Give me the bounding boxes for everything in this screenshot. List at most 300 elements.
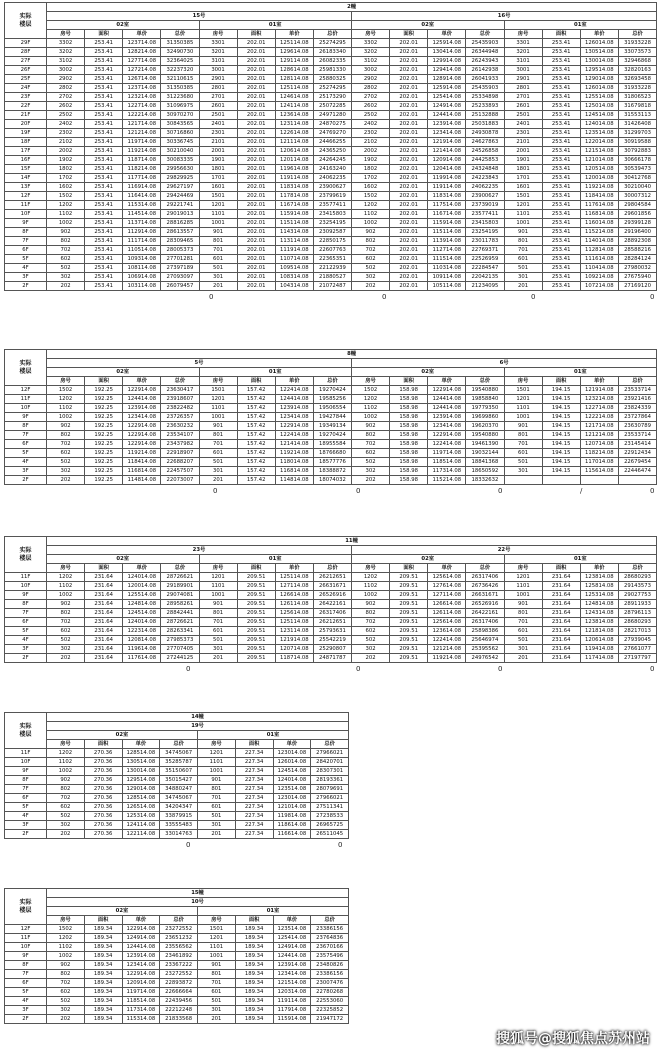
- data-cell: 202.01: [237, 228, 275, 237]
- data-cell: 35150607: [160, 767, 198, 776]
- data-cell: 227.34: [235, 758, 273, 767]
- data-cell: 23630232: [161, 422, 199, 431]
- data-cell: 123614.08: [428, 627, 466, 636]
- data-cell: 24223843: [466, 174, 504, 183]
- data-cell: 26344948: [466, 48, 504, 57]
- data-cell: 24769270: [313, 129, 351, 138]
- data-cell: 301: [198, 1006, 236, 1015]
- data-cell: 1901: [199, 156, 237, 165]
- data-cell: 123614.08: [275, 111, 313, 120]
- data-cell: 117614.08: [580, 201, 618, 210]
- floor-cell: 11F: [5, 201, 47, 210]
- data-cell: 701: [504, 618, 542, 627]
- data-cell: 29189901: [161, 582, 199, 591]
- data-cell: 34880247: [160, 785, 198, 794]
- data-cell: 109514.08: [275, 264, 313, 273]
- data-cell: 114814.08: [123, 476, 161, 485]
- data-cell: 26212651: [313, 573, 351, 582]
- data-cell: 32693458: [618, 75, 656, 84]
- data-cell: 23726357: [161, 413, 199, 422]
- column-header: 单价: [275, 377, 313, 386]
- data-cell: 189.34: [84, 943, 122, 952]
- data-cell: 25880325: [313, 75, 351, 84]
- data-cell: 28726621: [161, 573, 199, 582]
- data-cell: 253.41: [85, 84, 123, 93]
- unit-title: 22号: [352, 546, 657, 555]
- data-cell: 124414.08: [275, 395, 313, 404]
- data-cell: 121814.08: [580, 627, 618, 636]
- data-cell: 231.64: [85, 609, 123, 618]
- data-cell: 2402: [352, 120, 390, 129]
- data-cell: 125114.08: [275, 39, 313, 48]
- data-cell: 22042135: [466, 273, 504, 282]
- table-row: [5, 431, 657, 440]
- data-cell: 23799619: [313, 192, 351, 201]
- data-cell: 1101: [504, 404, 542, 413]
- data-cell: 501: [504, 458, 542, 467]
- data-cell: 23764836: [311, 934, 349, 943]
- data-cell: 189.34: [235, 997, 273, 1006]
- data-cell: 2902: [47, 75, 85, 84]
- data-cell: 120614.08: [275, 147, 313, 156]
- trailing-value: 0: [356, 487, 361, 495]
- data-cell: 231.64: [85, 591, 123, 600]
- data-cell: 22780268: [311, 988, 349, 997]
- floor-cell: 4F: [5, 458, 47, 467]
- data-cell: 801: [504, 431, 542, 440]
- data-cell: 2401: [199, 120, 237, 129]
- data-cell: 802: [352, 431, 390, 440]
- data-cell: 253.41: [85, 183, 123, 192]
- data-cell: 202.01: [390, 219, 428, 228]
- data-cell: 2602: [47, 102, 85, 111]
- data-cell: 3101: [504, 57, 542, 66]
- floor-cell: 28F: [5, 48, 47, 57]
- column-header: 房号: [504, 564, 542, 573]
- data-cell: 28079691: [311, 785, 349, 794]
- data-cell: 123514.08: [273, 925, 311, 934]
- data-cell: 209.51: [237, 600, 275, 609]
- data-cell: 227.34: [235, 821, 273, 830]
- data-cell: 24871787: [313, 654, 351, 663]
- data-cell: 1601: [199, 183, 237, 192]
- floor-cell: 14F: [5, 174, 47, 183]
- data-cell: 502: [47, 997, 85, 1006]
- floor-cell: 27F: [5, 57, 47, 66]
- data-cell: 1001: [199, 413, 237, 422]
- data-cell: 123714.08: [123, 39, 161, 48]
- table-row: [5, 988, 349, 997]
- price-table: [4, 2, 657, 291]
- data-cell: 30083335: [161, 156, 199, 165]
- data-cell: 118514.08: [428, 458, 466, 467]
- data-cell: 253.41: [85, 237, 123, 246]
- data-cell: 22284547: [466, 264, 504, 273]
- data-cell: 35015427: [160, 776, 198, 785]
- data-cell: 23145414: [618, 440, 656, 449]
- data-cell: 802: [47, 431, 85, 440]
- data-cell: 253.41: [542, 165, 580, 174]
- data-cell: 127214.08: [123, 66, 161, 75]
- data-cell: 3301: [199, 39, 237, 48]
- data-cell: 2802: [352, 84, 390, 93]
- table-row: [5, 627, 657, 636]
- table-row: [5, 246, 657, 255]
- column-header: 单价: [580, 377, 618, 386]
- column-header: 房号: [504, 377, 542, 386]
- data-cell: 119214.08: [123, 147, 161, 156]
- data-cell: 125114.08: [275, 573, 313, 582]
- data-cell: 502: [352, 636, 390, 645]
- data-cell: 19620370: [466, 422, 504, 431]
- data-cell: 115314.08: [122, 1015, 160, 1024]
- data-cell: 32110615: [161, 75, 199, 84]
- data-cell: 202.01: [390, 48, 428, 57]
- table-row: [5, 75, 657, 84]
- table-row: [5, 84, 657, 93]
- data-cell: 34204347: [160, 803, 198, 812]
- data-cell: 802: [352, 237, 390, 246]
- floor-cell: 12F: [5, 192, 47, 201]
- data-cell: 118014.08: [275, 458, 313, 467]
- data-cell: 202.01: [237, 165, 275, 174]
- data-cell: 111914.08: [275, 246, 313, 255]
- column-header: 面积: [84, 916, 122, 925]
- data-cell: 28309465: [161, 237, 199, 246]
- data-cell: 123914.08: [428, 120, 466, 129]
- data-cell: 202.01: [390, 129, 428, 138]
- data-cell: 209.51: [237, 654, 275, 663]
- data-cell: 231.64: [85, 618, 123, 627]
- data-cell: 22446474: [618, 467, 656, 476]
- floor-cell: 13F: [5, 183, 47, 192]
- room-title: 01室: [198, 731, 349, 740]
- data-cell: 1101: [198, 943, 236, 952]
- data-cell: 27980032: [618, 264, 656, 273]
- data-cell: 32946868: [618, 57, 656, 66]
- data-cell: 253.41: [542, 255, 580, 264]
- data-cell: 23670166: [311, 943, 349, 952]
- data-cell: 129114.08: [275, 57, 313, 66]
- floor-cell: 6F: [5, 246, 47, 255]
- data-cell: 602: [47, 449, 85, 458]
- data-cell: 121514.08: [580, 147, 618, 156]
- data-cell: 201: [504, 282, 542, 291]
- data-cell: 158.98: [390, 449, 428, 458]
- data-cell: 253.41: [542, 219, 580, 228]
- data-cell: 28005373: [161, 246, 199, 255]
- data-cell: 202.01: [390, 264, 428, 273]
- data-cell: 227.34: [235, 803, 273, 812]
- data-cell: 23900627: [313, 183, 351, 192]
- data-cell: 253.41: [542, 174, 580, 183]
- table-row: [5, 582, 657, 591]
- data-cell: 253.41: [85, 120, 123, 129]
- data-cell: 209.51: [237, 591, 275, 600]
- data-cell: 902: [47, 228, 85, 237]
- data-cell: 2602: [352, 102, 390, 111]
- data-cell: 123414.08: [273, 970, 311, 979]
- data-cell: 209.51: [390, 627, 428, 636]
- data-cell: 119114.08: [273, 997, 311, 1006]
- column-header: 房号: [199, 30, 237, 39]
- data-cell: 27244125: [161, 654, 199, 663]
- table-row: [5, 237, 657, 246]
- data-cell: 1202: [47, 395, 85, 404]
- data-cell: 1502: [47, 386, 85, 395]
- table-row: [5, 830, 349, 839]
- floor-cell: 5F: [5, 255, 47, 264]
- table-row: [5, 591, 657, 600]
- data-cell: 202.01: [390, 138, 428, 147]
- floor-cell: 11F: [5, 749, 47, 758]
- data-cell: 123914.08: [275, 404, 313, 413]
- data-cell: 26631671: [466, 591, 504, 600]
- data-cell: 26965725: [311, 821, 349, 830]
- data-cell: 110714.08: [275, 255, 313, 264]
- data-cell: 35285787: [160, 758, 198, 767]
- data-cell: 253.41: [542, 75, 580, 84]
- data-cell: 801: [198, 785, 236, 794]
- data-cell: 501: [199, 636, 237, 645]
- data-cell: 129514.08: [122, 776, 160, 785]
- data-cell: 189.34: [235, 988, 273, 997]
- data-cell: 1102: [47, 943, 85, 952]
- data-cell: 2701: [504, 93, 542, 102]
- data-cell: 120414.08: [428, 165, 466, 174]
- data-cell: 1102: [47, 758, 85, 767]
- floor-cell: 6F: [5, 794, 47, 803]
- data-cell: 111514.08: [428, 255, 466, 264]
- data-cell: 26526916: [466, 600, 504, 609]
- data-cell: 157.42: [237, 467, 275, 476]
- column-header: 单价: [580, 564, 618, 573]
- data-cell: 194.15: [542, 422, 580, 431]
- data-cell: 23900627: [466, 192, 504, 201]
- data-cell: 105114.08: [428, 282, 466, 291]
- table-row: [5, 201, 657, 210]
- data-cell: 22365351: [313, 255, 351, 264]
- data-cell: 1602: [47, 183, 85, 192]
- floor-cell: 7F: [5, 970, 47, 979]
- table-row: [5, 1015, 349, 1024]
- data-cell: 253.41: [85, 273, 123, 282]
- floor-cell: 7F: [5, 431, 47, 440]
- column-header: 总价: [160, 740, 198, 749]
- floor-cell: 15F: [5, 165, 47, 174]
- data-cell: 29829925: [161, 174, 199, 183]
- data-cell: 1802: [352, 165, 390, 174]
- data-cell: 3301: [504, 39, 542, 48]
- data-cell: 189.34: [84, 952, 122, 961]
- data-cell: 802: [47, 970, 85, 979]
- floor-cell: 2F: [5, 476, 47, 485]
- data-cell: 31299703: [618, 129, 656, 138]
- data-cell: 124814.08: [580, 600, 618, 609]
- data-cell: 502: [47, 264, 85, 273]
- data-cell: 19270424: [313, 431, 351, 440]
- room-title: 01室: [199, 555, 352, 564]
- data-cell: 116414.08: [123, 192, 161, 201]
- table-row: [5, 609, 657, 618]
- data-cell: 28680293: [618, 618, 656, 627]
- floor-cell: 10F: [5, 758, 47, 767]
- data-cell: 28307301: [311, 767, 349, 776]
- data-cell: 113914.08: [428, 237, 466, 246]
- data-cell: 128514.08: [122, 794, 160, 803]
- data-cell: 2402: [47, 120, 85, 129]
- data-cell: 25274295: [313, 84, 351, 93]
- unit-title: 16号: [352, 12, 657, 21]
- table-row: [5, 48, 657, 57]
- table-row: [5, 66, 657, 75]
- data-cell: 22073007: [161, 476, 199, 485]
- data-cell: 1202: [47, 201, 85, 210]
- data-cell: 202.01: [237, 273, 275, 282]
- data-cell: 23011783: [466, 237, 504, 246]
- data-cell: 1202: [352, 395, 390, 404]
- data-cell: 602: [352, 449, 390, 458]
- floor-cell: 7F: [5, 785, 47, 794]
- column-header: 房号: [198, 916, 236, 925]
- data-cell: 31426408: [618, 120, 656, 129]
- data-cell: 22212248: [160, 1006, 198, 1015]
- data-cell: 157.42: [237, 476, 275, 485]
- data-cell: 1901: [504, 156, 542, 165]
- column-header: 总价: [313, 377, 351, 386]
- data-cell: 301: [199, 273, 237, 282]
- floor-cell: 3F: [5, 1006, 47, 1015]
- data-cell: 122414.08: [275, 386, 313, 395]
- data-cell: 18841368: [466, 458, 504, 467]
- data-cell: 113114.08: [275, 237, 313, 246]
- data-cell: 253.41: [542, 147, 580, 156]
- data-cell: 253.41: [542, 282, 580, 291]
- data-cell: 1101: [504, 210, 542, 219]
- data-cell: 253.41: [542, 66, 580, 75]
- trailing-value: 0: [382, 293, 387, 301]
- data-cell: 1501: [198, 925, 236, 934]
- data-cell: 502: [47, 812, 85, 821]
- floor-cell: 9F: [5, 952, 47, 961]
- data-cell: [580, 476, 618, 485]
- data-cell: 253.41: [542, 246, 580, 255]
- data-cell: 2501: [199, 111, 237, 120]
- data-cell: 122414.08: [428, 636, 466, 645]
- room-title: 02室: [352, 555, 505, 564]
- data-cell: 27169120: [618, 282, 656, 291]
- data-cell: 3002: [47, 66, 85, 75]
- data-cell: 124414.08: [122, 943, 160, 952]
- column-header: 房号: [352, 377, 390, 386]
- column-header: 总价: [466, 564, 504, 573]
- data-cell: 30792883: [618, 147, 656, 156]
- table-row: [5, 440, 657, 449]
- data-cell: 1101: [199, 582, 237, 591]
- data-cell: 202.01: [237, 237, 275, 246]
- data-cell: 189.34: [84, 988, 122, 997]
- data-cell: 1101: [504, 582, 542, 591]
- data-cell: 302: [352, 645, 390, 654]
- room-title: 01室: [199, 368, 352, 377]
- column-header: 房号: [199, 564, 237, 573]
- data-cell: 22769371: [466, 246, 504, 255]
- data-cell: 502: [47, 458, 85, 467]
- data-cell: 270.36: [84, 830, 122, 839]
- floor-cell: 8F: [5, 776, 47, 785]
- data-cell: 501: [199, 264, 237, 273]
- data-cell: 26422161: [466, 609, 504, 618]
- data-cell: 1501: [504, 192, 542, 201]
- data-cell: 21947172: [311, 1015, 349, 1024]
- data-cell: 117014.08: [580, 458, 618, 467]
- data-cell: 801: [504, 609, 542, 618]
- data-cell: 22688207: [161, 458, 199, 467]
- data-cell: 128114.08: [275, 75, 313, 84]
- data-cell: 253.41: [542, 156, 580, 165]
- data-cell: 209.51: [237, 582, 275, 591]
- data-cell: 124114.08: [275, 102, 313, 111]
- data-cell: 21880527: [313, 273, 351, 282]
- data-cell: 802: [47, 237, 85, 246]
- data-cell: 19270424: [313, 386, 351, 395]
- data-cell: 189.34: [235, 943, 273, 952]
- data-cell: 201: [199, 476, 237, 485]
- table-row: [5, 925, 349, 934]
- data-cell: 253.41: [85, 66, 123, 75]
- data-cell: 23533714: [618, 431, 656, 440]
- room-title: 02室: [352, 21, 505, 30]
- data-cell: 1702: [47, 174, 85, 183]
- trailing-value: 0: [209, 293, 214, 301]
- data-cell: 231.64: [542, 618, 580, 627]
- data-cell: 231.64: [85, 582, 123, 591]
- floor-cell: 22F: [5, 102, 47, 111]
- table-row: [5, 264, 657, 273]
- room-title: 02室: [47, 21, 200, 30]
- table-row: [5, 1006, 349, 1015]
- data-cell: 202.01: [390, 66, 428, 75]
- data-cell: 22607763: [313, 246, 351, 255]
- data-cell: 119214.08: [123, 449, 161, 458]
- trailing-value: 0: [186, 665, 191, 673]
- column-header: 面积: [542, 30, 580, 39]
- floor-cell: 16F: [5, 156, 47, 165]
- data-cell: 123514.08: [580, 129, 618, 138]
- data-cell: 1102: [352, 404, 390, 413]
- data-cell: 28680293: [618, 573, 656, 582]
- table-row: [5, 600, 657, 609]
- data-cell: 123414.08: [428, 129, 466, 138]
- data-cell: 253.41: [85, 138, 123, 147]
- data-cell: 126714.08: [123, 75, 161, 84]
- data-cell: 202.01: [390, 120, 428, 129]
- data-cell: [504, 476, 542, 485]
- price-table: [4, 712, 349, 839]
- table-row: [5, 654, 657, 663]
- data-cell: 158.98: [390, 413, 428, 422]
- data-cell: 2702: [47, 93, 85, 102]
- table-row: [5, 165, 657, 174]
- data-cell: 202.01: [390, 111, 428, 120]
- data-cell: 28892308: [618, 237, 656, 246]
- data-cell: 23556562: [160, 943, 198, 952]
- data-cell: 157.42: [237, 458, 275, 467]
- data-cell: 2701: [199, 93, 237, 102]
- data-cell: 209.51: [237, 609, 275, 618]
- data-cell: 125114.08: [275, 84, 313, 93]
- data-cell: 122414.08: [275, 431, 313, 440]
